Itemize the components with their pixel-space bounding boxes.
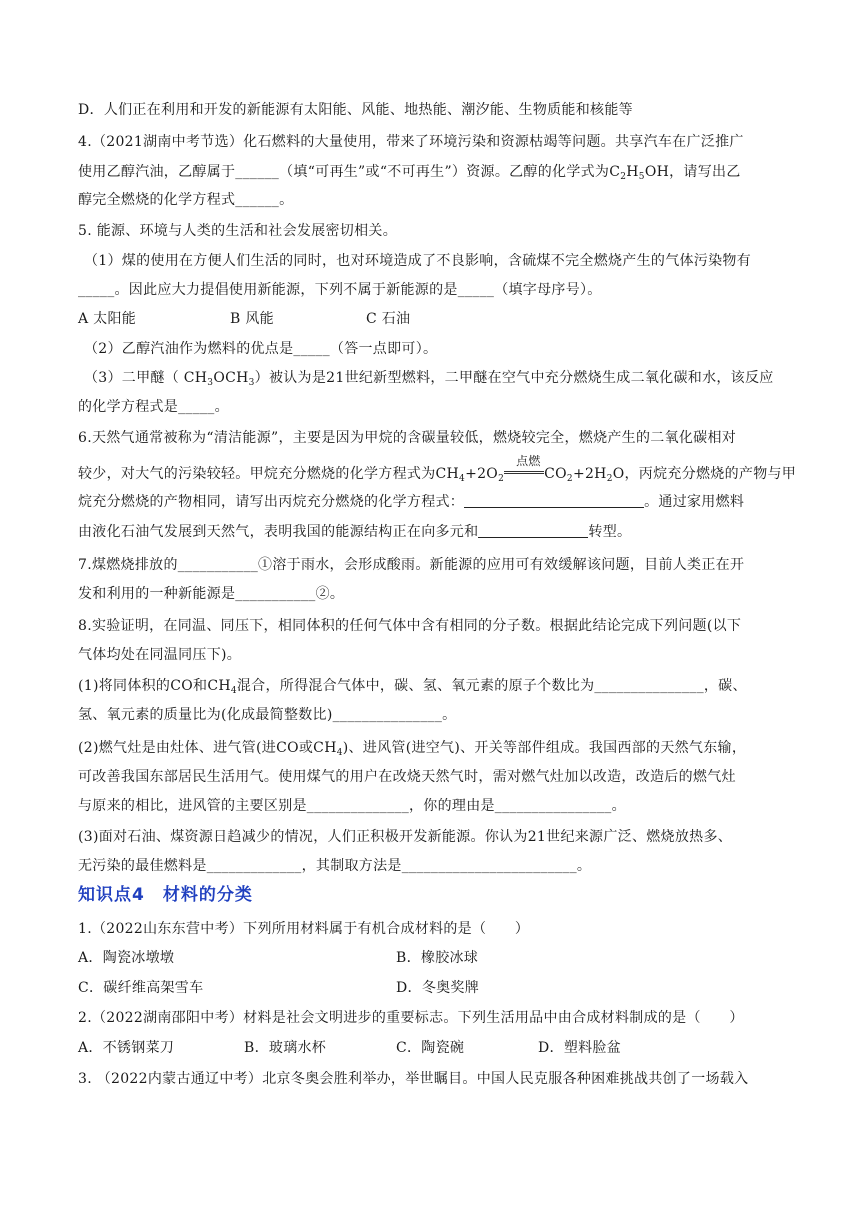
q5-part3-line-2: 的化学方程式是_____。 (78, 399, 229, 415)
m2-option-b: B．玻璃水杯 (244, 1040, 327, 1056)
q4-line-2 (78, 162, 798, 187)
q6-line-3 (78, 492, 798, 512)
q5-text: OCH (213, 370, 249, 386)
q7-line-2: 发和利用的一种新能源是___________②。 (78, 586, 345, 602)
q4-line-1: 4.（2021湖南中考节选）化石燃料的大量使用，带来了环境污染和资源枯竭等问题。共享汽车在广泛推广 (78, 134, 744, 150)
q7-line-1: 7.煤燃烧排放的___________①溶于雨水，会形成酸雨。新能源的应用可有效缓解该问题，目前人类正在开 (78, 557, 745, 573)
q8-text: (1)将同体积的CO和CH (78, 678, 231, 694)
subscript: 5 (638, 172, 645, 182)
q6-text: +2H (572, 466, 607, 482)
subscript: 4 (459, 474, 466, 484)
m2-option-d: D．塑料脸盆 (538, 1040, 622, 1056)
q5-option-a: A 太阳能 (78, 311, 137, 327)
q6-line-1: 6.天然气通常被称为“清洁能源”，主要是因为甲烷的含碳量较低，燃烧较完全，燃烧产生的二氧化碳相对 (78, 430, 737, 446)
m1-option-a: A．陶瓷冰墩墩 (78, 950, 175, 966)
q8-part1-line-1 (78, 676, 798, 701)
q4-line-3: 醇完全燃烧的化学方程式______。 (78, 192, 294, 208)
subscript: 3 (207, 378, 214, 388)
q5-text: ）被认为是21世纪新型燃料，二甲醚在空气中充分燃烧生成二氧化碳和水，该反应 (254, 370, 774, 386)
answer-blank[interactable] (464, 493, 644, 508)
q8-line-1: 8.实验证明，在同温、同压下，相同体积的任何气体中含有相同的分子数。根据此结论完成下列问题(以下 (78, 618, 742, 634)
m1-option-c: C．碳纤维高架雪车 (78, 980, 204, 996)
m1-stem: 1.（2022山东东营中考）下列所用材料属于有机合成材料的是（ ） (78, 921, 530, 937)
m1-option-b: B．橡胶冰球 (396, 950, 479, 966)
m2-option-a: A．不锈钢菜刀 (78, 1040, 175, 1056)
q6-text: 较少，对大气的污染较轻。甲烷充分燃烧的化学方程式为CH (78, 466, 460, 482)
q8-part3-line-2: 无污染的最佳燃料是_____________，其制取方法是________________________。 (78, 858, 592, 874)
q6-text: O，丙烷充分燃烧的产物与甲 (612, 466, 797, 482)
q5-part3-line-1 (84, 368, 804, 393)
q8-part1-line-2: 氢、氧元素的质量比为(化成最简整数比)_______________。 (78, 707, 457, 723)
reaction-condition: 点燃 (516, 454, 541, 468)
reaction-arrow (504, 454, 544, 484)
q4-text: 使用乙醇汽油，乙醇属于______（填“可再生”或“不可再生”）资源。乙醇的化学式为C (78, 164, 621, 180)
subscript: 3 (248, 378, 255, 388)
q8-text: (2)燃气灶是由灶体、进气管(进CO或CH (78, 740, 337, 756)
q8-part2-line-2: 可改善我国东部居民生活用气。使用煤气的用户在改烧天然气时，需对燃气灶加以改造，改造后的燃气灶 (78, 769, 736, 785)
option-d-line: D．人们正在利用和开发的新能源有太阳能、风能、地热能、潮汐能、生物质能和核能等 (78, 102, 633, 118)
q8-part2-line-1 (78, 738, 798, 763)
q5-part1-line-1: （1）煤的使用在方便人们生活的同时，也对环境造成了不良影响，含硫煤不完全燃烧产生的气体污染物有 (84, 253, 752, 269)
q8-text: 混合，所得混合气体中，碳、氢、氧元素的原子个数比为_______________，碳、 (236, 678, 747, 694)
subscript: 2 (498, 474, 505, 484)
q5-option-b: B 风能 (230, 311, 274, 327)
q6-text: 转型。 (588, 524, 632, 540)
q4-text: H (626, 164, 639, 180)
q6-line-4 (78, 522, 798, 542)
subscript: 2 (566, 474, 573, 484)
q5-option-c: C 石油 (366, 311, 411, 327)
subscript: 2 (620, 172, 627, 182)
q6-text: 。通过家用燃料 (644, 494, 745, 510)
answer-blank[interactable] (478, 523, 588, 538)
q6-text: 由液化石油气发展到天然气，表明我国的能源结构正在向多元和 (78, 524, 479, 540)
section-heading: 知识点4 材料的分类 (78, 885, 253, 905)
subscript: 4 (230, 686, 237, 696)
q5-part1-line-2: _____。因此应大力提倡使用新能源，下列不属于新能源的是_____（填字母序号）。 (78, 282, 602, 298)
q5-line-1: 5. 能源、环境与人类的生活和社会发展密切相关。 (78, 223, 398, 239)
q8-line-2: 气体均处在同温同压下)。 (78, 647, 242, 663)
q5-part2: （2）乙醇汽油作为燃料的优点是_____（答一点即可）。 (84, 341, 438, 357)
double-bar (504, 471, 544, 474)
m2-option-c: C．陶瓷碗 (396, 1040, 465, 1056)
m2-stem: 2.（2022湖南邵阳中考）材料是社会文明进步的重要标志。下列生活用品中由合成材料制成的是（ ） (78, 1010, 744, 1026)
q6-text: +2O (465, 466, 499, 482)
q4-text: OH，请写出乙 (644, 164, 741, 180)
q6-line-2 (78, 454, 798, 489)
q5-text: （3）二甲醚（ CH (84, 370, 208, 386)
subscript: 4 (336, 748, 343, 758)
subscript: 2 (606, 474, 613, 484)
q8-part3-line-1: (3)面对石油、煤资源日趋减少的情况，人们正积极开发新能源。你认为21世纪来源广泛、燃烧放热多、 (78, 829, 733, 845)
m1-option-d: D．冬奥奖牌 (396, 980, 480, 996)
q6-text: CO (544, 466, 567, 482)
q8-text: )、进风管(进空气)、开关等部件组成。我国西部的天然气东输， (342, 740, 747, 756)
q6-text: 烷充分燃烧的产物相同，请写出丙烷充分燃烧的化学方程式： (78, 494, 465, 510)
m3-stem: 3. （2022内蒙古通辽中考）北京冬奥会胜利举办，举世瞩目。中国人民克服各种困难挑战共创了一场载入 (78, 1071, 749, 1087)
q8-part2-line-3: 与原来的相比，进风管的主要区别是______________，你的理由是________________。 (78, 798, 626, 814)
